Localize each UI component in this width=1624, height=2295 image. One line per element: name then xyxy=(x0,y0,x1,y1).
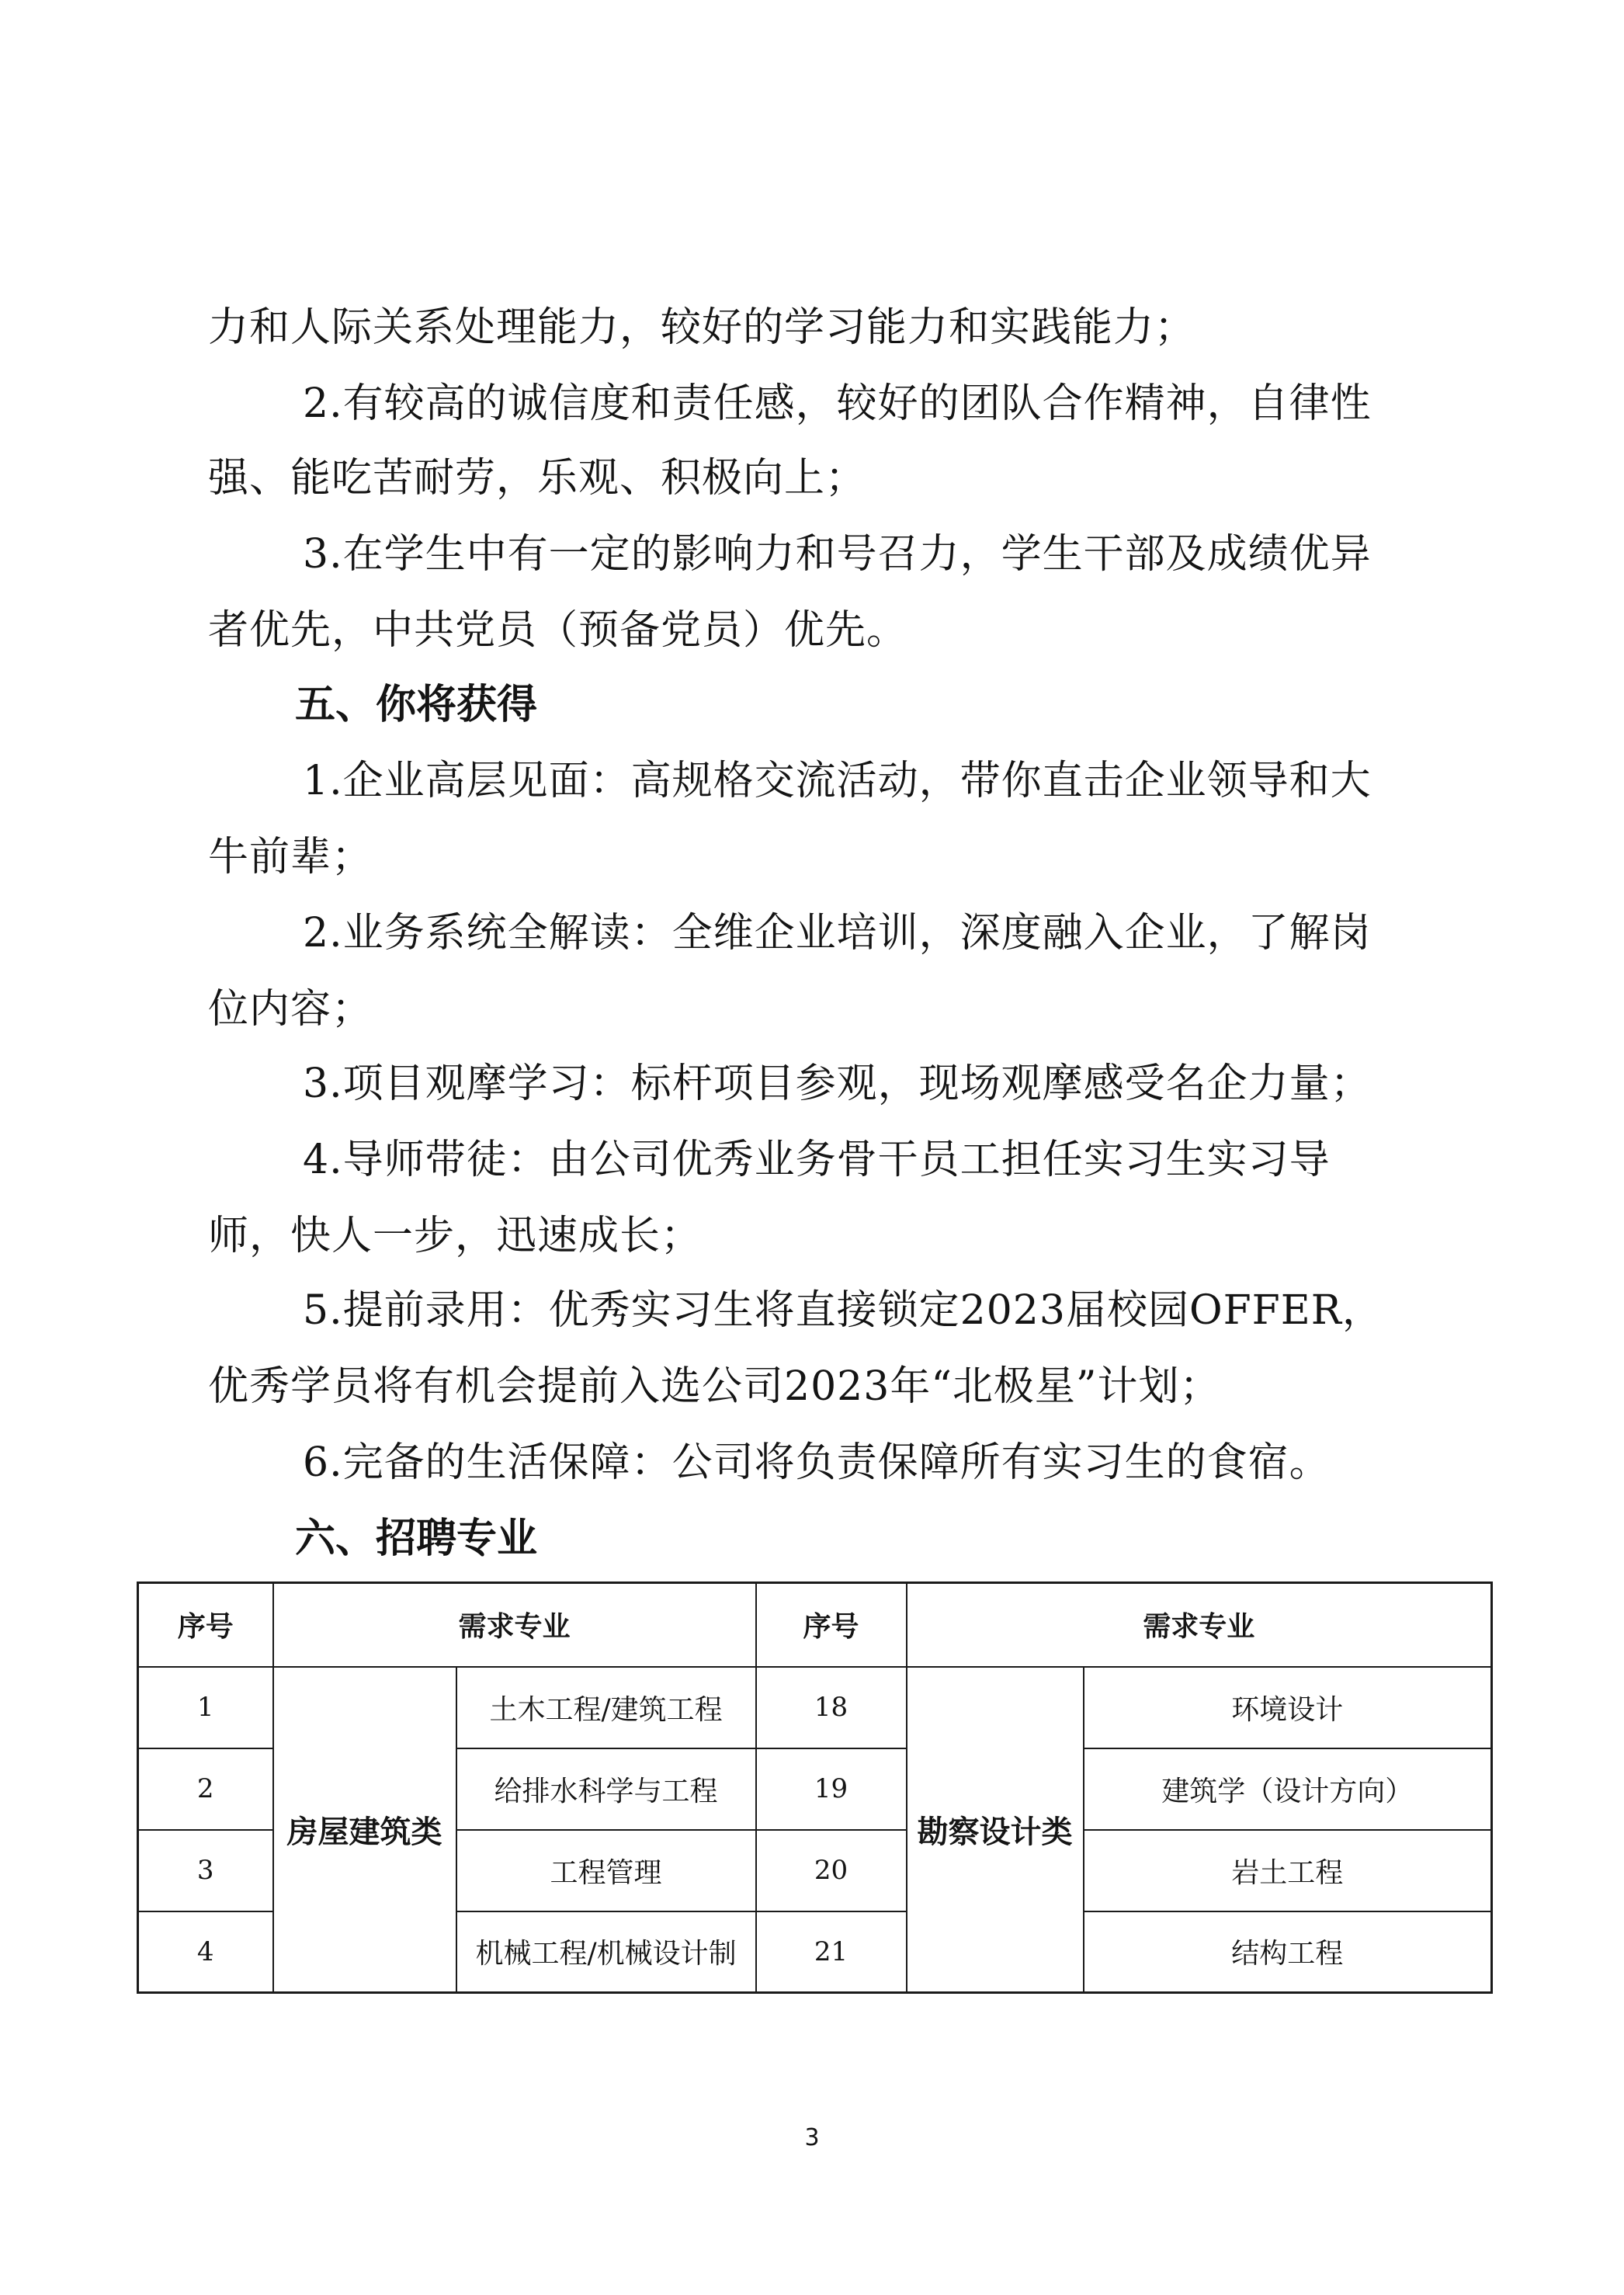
seq-cell: 20 xyxy=(756,1830,907,1911)
major-cell: 给排水科学与工程 xyxy=(456,1748,756,1830)
major-cell: 岩土工程 xyxy=(1084,1830,1492,1911)
text-line: 1.企业高层见面：高规格交流活动，带你直击企业领导和大 xyxy=(303,758,1372,804)
major-cell: 结构工程 xyxy=(1084,1911,1492,1993)
page-number: 3 xyxy=(804,2124,820,2151)
text-line: 优秀学员将有机会提前入选公司2023年“北极星”计划； xyxy=(208,1363,1221,1410)
major-cell: 工程管理 xyxy=(456,1830,756,1911)
text-line: 6.完备的生活保障：公司将负责保障所有实习生的食宿。 xyxy=(303,1439,1331,1486)
seq-cell: 4 xyxy=(138,1911,273,1993)
recruitment-majors-table xyxy=(137,1582,1493,1994)
text-line: 者优先，中共党员（预备党员）优先。 xyxy=(208,607,908,654)
header-seq-left: 序号 xyxy=(138,1583,273,1667)
text-line: 4.导师带徒：由公司优秀业务骨干员工担任实习生实习导 xyxy=(303,1137,1331,1183)
text-line: 位内容； xyxy=(208,986,373,1033)
category-survey-design: 勘察设计类 xyxy=(907,1667,1084,1993)
seq-cell: 3 xyxy=(138,1830,273,1911)
section-heading-majors: 六、招聘专业 xyxy=(295,1516,538,1562)
section-heading-benefits: 五、你将获得 xyxy=(295,682,538,728)
header-major-right: 需求专业 xyxy=(907,1583,1492,1667)
seq-cell: 18 xyxy=(756,1667,907,1748)
seq-cell: 2 xyxy=(138,1748,273,1830)
text-line: 牛前辈； xyxy=(208,834,373,880)
major-cell: 环境设计 xyxy=(1084,1667,1492,1748)
text-line: 5.提前录用：优秀实习生将直接锁定2023届校园OFFER， xyxy=(303,1287,1383,1334)
text-line: 强、能吃苦耐劳，乐观、积极向上； xyxy=(208,455,867,502)
text-line: 3.在学生中有一定的影响力和号召力，学生干部及成绩优异 xyxy=(303,531,1372,578)
seq-cell: 19 xyxy=(756,1748,907,1830)
text-line: 3.项目观摩学习：标杆项目参观，现场观摩感受名企力量； xyxy=(303,1061,1372,1107)
text-line: 2.有较高的诚信度和责任感，较好的团队合作精神，自律性 xyxy=(303,380,1372,427)
text-line: 师，快人一步，迅速成长； xyxy=(208,1213,703,1259)
text-line: 2.业务系统全解读：全维企业培训，深度融入企业，了解岗 xyxy=(303,910,1372,957)
header-major-left: 需求专业 xyxy=(273,1583,756,1667)
table-header-row xyxy=(138,1583,1492,1667)
major-cell: 建筑学（设计方向） xyxy=(1084,1748,1492,1830)
major-cell: 机械工程/机械设计制 xyxy=(456,1911,756,1993)
text-line: 力和人际关系处理能力，较好的学习能力和实践能力； xyxy=(208,304,1196,351)
seq-cell: 21 xyxy=(756,1911,907,1993)
category-building: 房屋建筑类 xyxy=(273,1667,456,1993)
seq-cell: 1 xyxy=(138,1667,273,1748)
header-seq-right: 序号 xyxy=(756,1583,907,1667)
table-row xyxy=(138,1667,1492,1748)
major-cell: 土木工程/建筑工程 xyxy=(456,1667,756,1748)
